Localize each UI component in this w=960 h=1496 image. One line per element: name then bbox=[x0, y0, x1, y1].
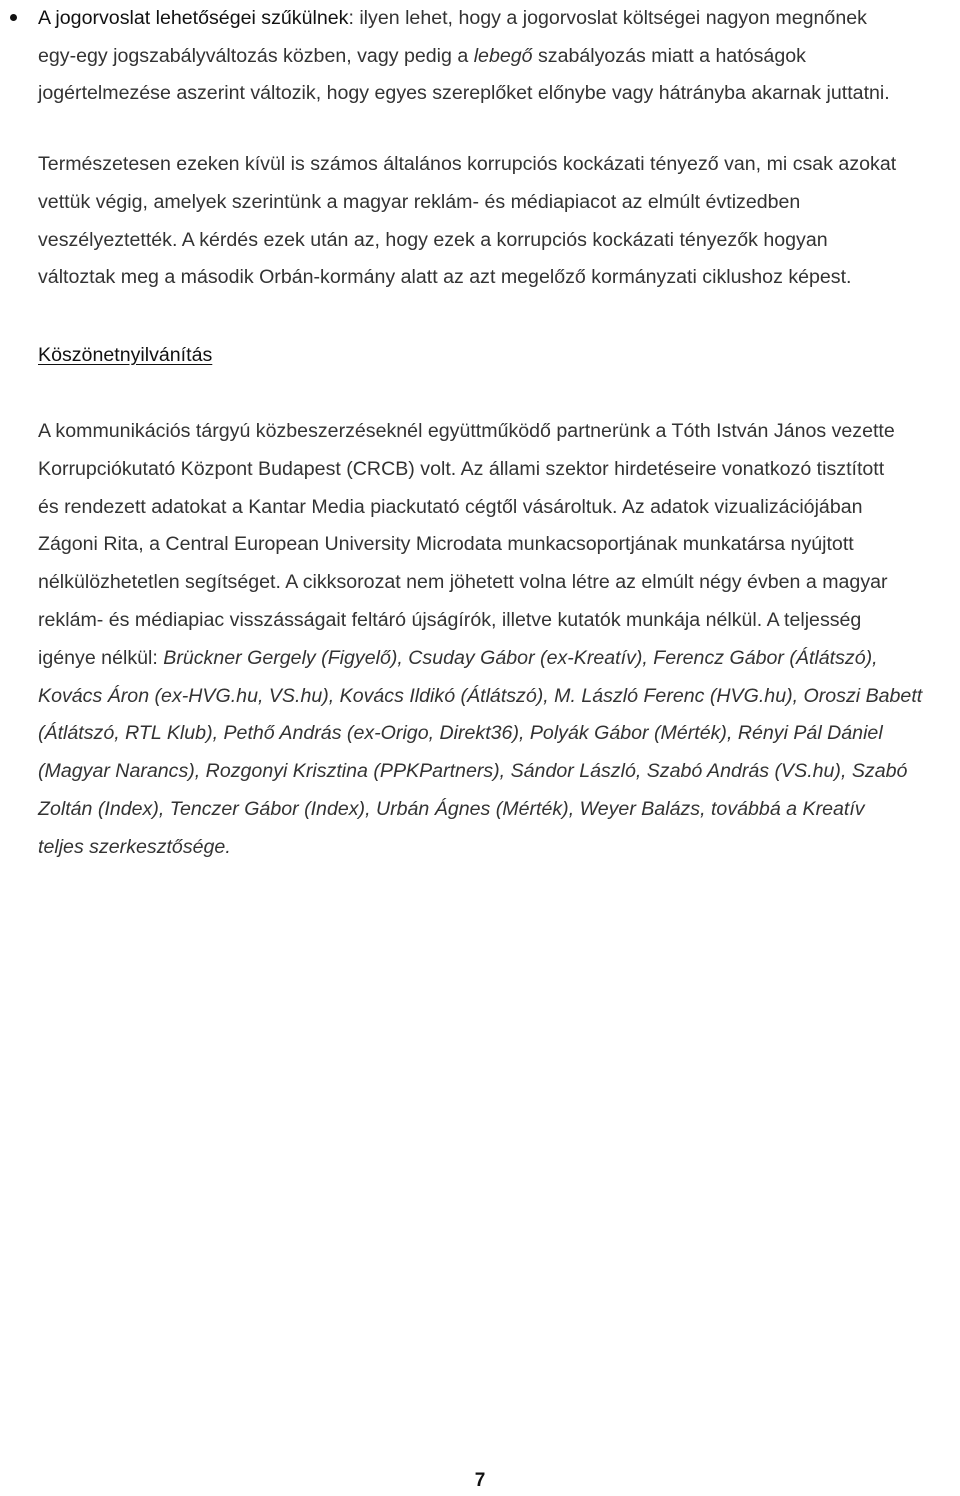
bullet-text bbox=[38, 0, 938, 113]
bullet-line-2-b: szabályozás miatt a hatóságok bbox=[532, 44, 806, 67]
paragraph-line: Természetesen ezeken kívül is számos általános korrupciós kockázati tényező van, mi csak azokat bbox=[38, 153, 897, 175]
paragraph-line: veszélyeztették. A kérdés ezek után az, hogy ezek a korrupciós kockázati tényezők hogyan bbox=[38, 228, 828, 251]
bullet-line-2-emphasis: lebegő bbox=[473, 44, 533, 67]
credits-line: Zoltán (Index), Tenczer Gábor (Index), Urbán Ágnes (Mérték), Weyer Balázs, továbbá a Kreatív bbox=[38, 797, 865, 820]
bullet-line-1 bbox=[38, 0, 938, 38]
credits-names: Brückner Gergely (Figyelő), Csuday Gábor (ex-Kreatív), Ferencz Gábor (Átlátszó), bbox=[163, 646, 878, 669]
bullet-lead-term: A jogorvoslat lehetőségei szűkülnek bbox=[38, 7, 349, 29]
paragraph-line: és rendezett adatokat a Kantar Media piackutató cégtől vásároltuk. Az adatok vizualizációjában bbox=[38, 495, 863, 518]
paragraph-line: nélkülözhetetlen segítséget. A cikksorozat nem jöhetett volna létre az elmúlt négy évben a magyar bbox=[38, 571, 888, 594]
paragraph-line: változtak meg a második Orbán-kormány alatt az azt megelőző kormányzati ciklushoz képest. bbox=[38, 266, 852, 289]
bullet-line-1-rest: : ilyen lehet, hogy a jogorvoslat költségei nagyon megnőnek bbox=[348, 7, 867, 29]
bullet-marker bbox=[10, 14, 17, 21]
bullet-line-3: jogértelmezése aszerint változik, hogy egyes szereplőket előnybe vagy hátrányba akarnak juttatni. bbox=[38, 82, 890, 104]
credits-intro: igénye nélkül: bbox=[38, 646, 164, 669]
paragraph-line: reklám- és médiapiac visszásságait feltáró újságírók, illetve kutatók munkája nélkül. A teljesség bbox=[38, 608, 862, 631]
paragraph-risk-factors bbox=[38, 146, 950, 297]
paragraph-acknowledgements bbox=[38, 413, 953, 867]
credits-line: (Átlátszó, RTL Klub), Pethő András (ex-Origo, Direkt36), Polyák Gábor (Mérték), Rényi Pál Dániel bbox=[38, 722, 883, 745]
paragraph-line: A kommunikációs tárgyú közbeszerzéseknél együttműködő partnerünk a Tóth István János vezette bbox=[38, 420, 895, 442]
credits-line: Kovács Áron (ex-HVG.hu, VS.hu), Kovács Ildikó (Átlátszó), M. László Ferenc (HVG.hu), Oroszi Babett bbox=[38, 684, 923, 707]
section-heading-acknowledgements: Köszönetnyilvánítás bbox=[38, 344, 213, 366]
bullet-line-2 bbox=[38, 38, 938, 76]
credits-line: teljes szerkesztősége. bbox=[38, 835, 231, 858]
bullet-line-2-a: egy-egy jogszabályváltozás közben, vagy pedig a bbox=[38, 44, 474, 67]
paragraph-line bbox=[38, 640, 953, 678]
paragraph-line: Korrupciókutató Központ Budapest (CRCB) volt. Az állami szektor hirdetéseire vonatkozó tisztított bbox=[38, 457, 885, 480]
paragraph-line: vettük végig, amelyek szerintünk a magyar reklám- és médiapiacot az elmúlt évtizedben bbox=[38, 190, 801, 213]
credits-line: (Magyar Narancs), Rozgonyi Krisztina (PPKPartners), Sándor László, Szabó András (VS.hu), Szabó bbox=[38, 760, 908, 783]
page-number: 7 bbox=[474, 1470, 486, 1491]
paragraph-line: Zágoni Rita, a Central European University Microdata munkacsoportjának munkatársa nyújtott bbox=[38, 533, 854, 556]
